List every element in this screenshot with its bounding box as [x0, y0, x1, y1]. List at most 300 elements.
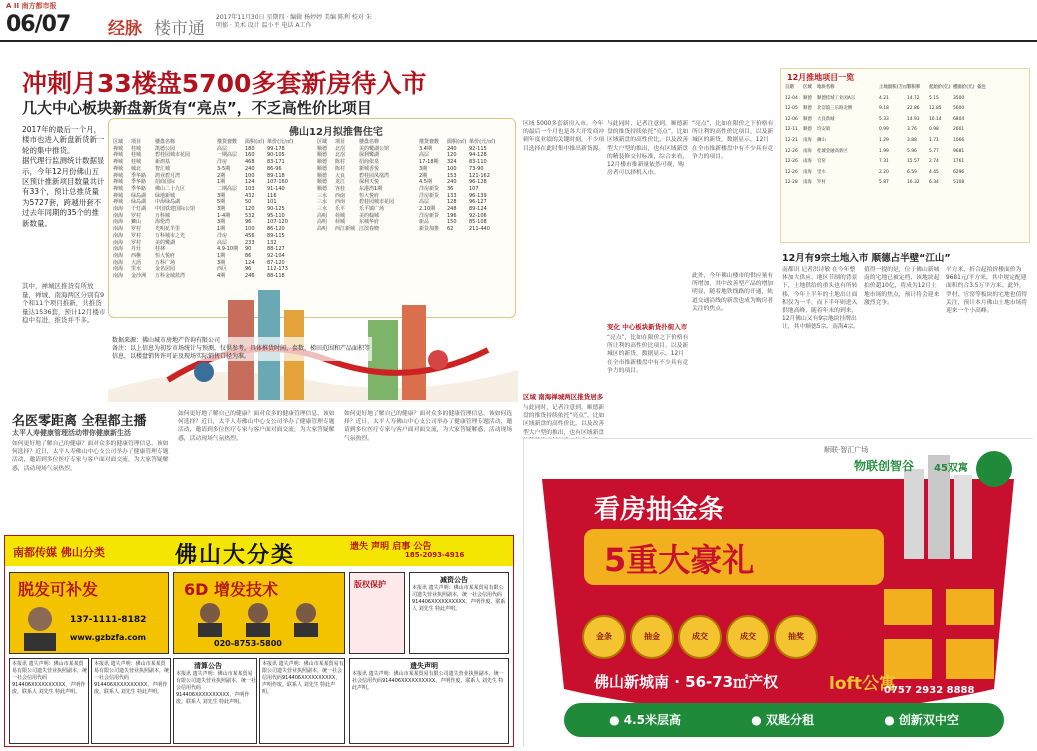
table-cell: 一期高层	[217, 152, 238, 159]
table-cell: 133	[447, 192, 457, 199]
classified-notice: 遗失 声明 启事 公告	[350, 542, 432, 552]
table-cell: 86-120	[267, 226, 285, 233]
table-cell: 153	[447, 172, 457, 179]
land-cell: 顺德桂城工业园A宗	[817, 95, 856, 101]
table-column	[317, 139, 335, 233]
land-cell: 9681	[953, 148, 965, 154]
table-title: 佛山12月拟推售住宅	[289, 127, 383, 138]
table-cell: 绿地新城	[155, 192, 176, 199]
table-cell: 240	[447, 179, 457, 186]
land-table-column	[977, 83, 1029, 94]
table-cell: 468	[245, 159, 255, 166]
classified-header	[5, 536, 513, 566]
table-cell: 碧桂园城市花园	[155, 152, 191, 159]
table-cell: 高明	[317, 226, 328, 233]
land-cell: 罗村	[817, 180, 826, 186]
ad-6d[interactable]	[173, 572, 345, 654]
table-cell: 里水	[131, 266, 142, 273]
table-header-cell: 区域	[113, 139, 124, 145]
table-cell: 196	[447, 212, 457, 219]
land-header-cell: 地块名称	[817, 85, 835, 90]
table-cell: 禅城	[113, 185, 124, 192]
table-column	[419, 139, 447, 233]
land-cell: 顺德	[803, 95, 812, 101]
table-cell: 92-104	[267, 252, 285, 259]
ad-project-tag: loft公寓	[829, 674, 897, 694]
header-meta: 2017年11月30日 星期四 · 编辑 杨婷婷 美编 陈利 校对 朱明郁 · 美术 设计 温小平 电话 A工作	[216, 14, 372, 29]
person-photo-icon	[16, 601, 64, 651]
table-cell: 佛山二十九区	[155, 185, 186, 192]
land-cell: 0.98	[929, 127, 939, 133]
coin-label: 成交	[740, 632, 756, 641]
ad-features	[574, 711, 994, 728]
table-cell: 美的鹭湖	[155, 239, 176, 246]
ad-text-3[interactable]	[259, 658, 345, 744]
racing-illustration	[108, 320, 518, 402]
land-cell: 14.72	[907, 95, 920, 101]
building-shape	[402, 305, 426, 400]
table-cell: 4.9-10期	[217, 246, 239, 253]
table-cell: 金沙洲	[131, 273, 147, 280]
table-cell: 禅城	[113, 152, 124, 159]
table-cell: 三水	[317, 199, 328, 206]
ad-copyright[interactable]	[349, 572, 405, 654]
table-cell: 88-118	[267, 273, 285, 280]
table-cell: 季华路	[131, 179, 147, 186]
table-cell: 洋房新货	[419, 192, 440, 199]
table-cell: 86	[245, 252, 252, 259]
table-cell: 桂城	[131, 159, 142, 166]
coin-label: 成交	[692, 632, 708, 641]
health-article-subtitle: 太平人寿健康管理活动带你健康新生活	[12, 429, 131, 437]
land-cell: 12.85	[929, 106, 942, 112]
table-cell: 92-106	[469, 212, 487, 219]
ad-hair[interactable]	[9, 572, 169, 654]
table-cell: 96-128	[469, 179, 487, 186]
land-article-headline: 12月有9宗土地入市 顺德占半壁“江山”	[782, 253, 951, 264]
table-cell: 南海	[113, 206, 124, 213]
ad-clearing-body: 本报讯 遗失声明：佛山市某某贸易有限公司遗失营业执照副本，统一社会信用代码914406XXXXXXXXXX，声明作废。联系人 刘先生 特此声明。	[176, 671, 257, 705]
table-cell: 101	[267, 199, 277, 206]
table-cell: 2期	[217, 172, 226, 179]
table-cell: 1期	[217, 226, 226, 233]
land-cell: 顺德	[803, 127, 812, 133]
table-cell: 107	[469, 185, 479, 192]
ad-brand: 物联创智谷	[854, 459, 915, 473]
headline: 冲刺月33楼盘5700多套新房待入市	[22, 69, 427, 98]
table-cell: 3期	[217, 206, 226, 213]
table-cell: 顺德	[317, 145, 328, 152]
table-cell: 150	[447, 219, 457, 226]
ad-address: 顺联·智汇广场	[824, 446, 869, 454]
table-cell: 90-125	[267, 206, 285, 213]
table-cell: 万科城市之光	[155, 232, 186, 239]
table-cell: 248	[447, 206, 457, 213]
table-cell: 绿岛湖	[131, 199, 147, 206]
ad-hair-phone: 137-1111-8182	[70, 615, 147, 625]
table-cell: 1期	[217, 179, 226, 186]
table-cell: 246	[245, 273, 255, 280]
table-column	[245, 139, 267, 280]
table-cell: 62	[447, 226, 454, 233]
building-icon	[904, 469, 924, 559]
land-header-cell: 备注	[977, 85, 986, 90]
land-cell: 狮山	[817, 137, 826, 143]
table-column	[469, 139, 513, 233]
ad-project: 佛山新城南 · 56-73㎡产权	[594, 673, 779, 691]
land-cell: 12-04	[785, 95, 798, 101]
table-cell: 招商依泉	[359, 159, 380, 166]
table-cell: 顺德	[317, 185, 328, 192]
classified-ads	[4, 535, 514, 747]
table-column	[113, 139, 131, 280]
table-cell: 智汇城	[155, 165, 171, 172]
brand-icon	[976, 451, 1012, 487]
section-subtitle: 楼市通	[154, 19, 205, 39]
table-cell: 保利鹭湖	[359, 152, 380, 159]
table-cell: 96-139	[469, 192, 487, 199]
land-cell: 5.96	[907, 148, 917, 154]
table-cell: 顺德	[317, 165, 328, 172]
table-cell: 120	[447, 152, 457, 159]
ad-reduce-text: 本报讯 遗失声明：佛山市某某贸易有限公司遗失营业执照副本，统一社会信用代码914406XXXXXXXXXX，声明作废。联系人 刘先生 特此声明。	[412, 585, 506, 612]
table-cell: 碧桂园凤凰湾	[359, 172, 390, 179]
land-cell: 12-05	[785, 106, 798, 112]
table-cell: 罗村	[131, 232, 142, 239]
land-cell: 12-06	[785, 116, 798, 122]
land-cell: 16.32	[907, 180, 920, 186]
table-cell: 万科城	[155, 212, 171, 219]
table-cell: 94-128	[469, 152, 487, 159]
table-cell: 高层	[419, 152, 430, 159]
table-header-cell: 单价(元/㎡)	[469, 139, 496, 145]
land-header-cell: 容积率	[907, 85, 921, 90]
table-cell: 东港湾1期	[359, 185, 383, 192]
table-cell: 光明花半里	[155, 226, 181, 233]
ad-text-2[interactable]	[91, 658, 171, 744]
table-cell: 89-124	[469, 206, 487, 213]
table-cell: 324	[447, 159, 457, 166]
land-cell: 官窑	[817, 159, 826, 165]
land-cell: 15.57	[907, 159, 920, 165]
coin-label: 抽金	[644, 632, 660, 641]
land-cell: 1066	[953, 137, 965, 143]
land-cell: 4.45	[929, 169, 939, 175]
land-cell: 南海	[803, 180, 812, 186]
table-cell: 保利天悦	[359, 179, 380, 186]
table-cell: 4期	[217, 273, 226, 280]
table-cell: 85-108	[469, 219, 487, 226]
table-cell: 456	[245, 232, 255, 239]
table-cell: 二期高层	[217, 185, 238, 192]
table-cell: 新货加推	[419, 226, 440, 233]
table-cell: 西江新城	[335, 226, 356, 233]
table-cell: 禅城	[113, 179, 124, 186]
table-cell: 禅城	[113, 159, 124, 166]
table-cell: 罗村	[131, 226, 142, 233]
table-cell: 124	[245, 259, 255, 266]
runner-shape	[428, 350, 448, 370]
ad-text-1-body: 本报讯 遗失声明：佛山市某某贸易有限公司遗失营业执照副本，统一社会信用代码914406XXXXXXXXXX，声明作废。联系人 刘先生 特此声明。	[12, 661, 88, 695]
table-cell: 3期	[217, 259, 226, 266]
table-cell: 洋房新货	[419, 185, 440, 192]
ad-text-1[interactable]	[9, 658, 89, 744]
land-cell: 桂城金融高新区	[817, 148, 848, 154]
table-cell: 绿岛湖	[131, 192, 147, 199]
table-cell: 丹灶	[131, 246, 142, 253]
land-cell: 1.99	[879, 148, 889, 154]
land-header-cell: 楼面价(元)	[953, 85, 975, 90]
table-column	[447, 139, 469, 233]
table-cell: 532	[245, 212, 255, 219]
table-source-note: 数据来源：佛山城市房地产咨询有限公司 备注：以上信息为初步市场统计与预测，仅供参考，具体推货时间、套数、梯田范围和产品面积等信息，以楼盘销售许可证及现场实际销售口径为准。	[112, 337, 371, 360]
land-cell: 顺德	[803, 106, 812, 112]
table-cell: 高明	[317, 212, 328, 219]
table-column	[359, 139, 419, 233]
table-cell: 招商国际	[155, 179, 176, 186]
table-cell: 禅城	[113, 145, 124, 152]
table-cell: 4.5期	[419, 179, 432, 186]
table-cell: 100	[245, 172, 255, 179]
table-header-cell: 面积(㎡)	[447, 139, 467, 145]
land-table-column	[803, 83, 817, 189]
section-head-change: 变化 中心板块新货扑街入市	[607, 323, 688, 331]
section-head-region: 区域 南海禅城两区推货居多	[523, 393, 604, 401]
table-cell: 凯德公园	[155, 145, 176, 152]
land-table-column	[879, 83, 910, 189]
table-header-cell: 推货套数	[217, 139, 238, 145]
table-header-cell: 单价(元/㎡)	[267, 139, 294, 145]
table-cell: 89-115	[267, 232, 285, 239]
table-cell: 2期	[419, 172, 428, 179]
table-cell: 17-18期	[419, 159, 439, 166]
land-cell: 5108	[953, 180, 965, 186]
table-cell: 2.10期	[419, 206, 436, 213]
table-cell: 中国铁建国际公馆	[155, 206, 196, 213]
land-cell: 顺德	[803, 116, 812, 122]
land-cell: 22.86	[907, 106, 920, 112]
building-shape	[368, 320, 398, 400]
table-header-cell: 区域	[317, 139, 328, 145]
land-cell: 里水	[817, 169, 826, 175]
coin-label: 金条	[596, 632, 612, 641]
table-cell: 50	[245, 199, 252, 206]
land-cell: 2601	[953, 127, 965, 133]
table-cell: 桂林	[155, 246, 166, 253]
ad-brand-badge: 45双寓	[934, 463, 968, 474]
table-cell: 城北	[131, 165, 142, 172]
land-cell: 10.14	[929, 116, 942, 122]
lead-paragraph: 2017年的最后一个月，楼市也进入新盘新货新一轮的集中推货。 据代理行监测统计数据显示，今年12月份佛山五区预计推新项目数量共计有33个，预计总推货量为5727套，跨越卅套不过去年同期的35个的推新数量。	[22, 125, 105, 228]
land-cell: 12-11	[785, 127, 798, 133]
table-cell: 99-178	[267, 145, 285, 152]
table-cell: 禅城	[113, 172, 124, 179]
land-supply-table	[780, 68, 1030, 243]
ad-artwork	[524, 439, 1034, 747]
table-cell: 120	[245, 206, 255, 213]
table-cell: 乐平	[335, 206, 346, 213]
table-cell: 180	[245, 145, 255, 152]
table-cell: 83-110	[469, 159, 487, 166]
table-cell: 东城华府	[359, 219, 380, 226]
land-table-column	[929, 83, 953, 189]
classified-phone: 185-2093-4916	[405, 551, 465, 559]
table-cell: 荷城	[335, 212, 346, 219]
table-cell: 北滘	[335, 152, 346, 159]
table-cell: 124	[245, 179, 255, 186]
land-cell: 7.31	[879, 159, 889, 165]
table-cell: 陈村	[335, 159, 346, 166]
table-cell: 桂城	[131, 152, 142, 159]
table-cell: 128	[447, 199, 457, 206]
people-photo-icon	[188, 599, 328, 637]
table-cell: 100	[447, 165, 457, 172]
land-cell: 6296	[953, 169, 965, 175]
table-cell: 1期	[217, 252, 226, 259]
ad-feature-item: ● 双匙分租	[751, 713, 814, 727]
table-cell: 南海	[113, 259, 124, 266]
land-table-column	[907, 83, 929, 189]
ad-lost[interactable]	[349, 658, 509, 744]
ad-hair-title: 脱发可补发	[18, 580, 99, 599]
land-cell: 12-26	[785, 148, 798, 154]
table-cell: 万科金域蓝湾	[155, 273, 186, 280]
land-article-col-2: 值得一提的是，位于佛山新城南的宅地已被定档，该地块起拍价超10亿，将成为12月土地市场的焦点，预计将会迎来激烈竞争。	[864, 267, 940, 306]
table-cell: 211-440	[469, 226, 490, 233]
table-cell: 容桂	[335, 185, 346, 192]
table-cell: 90-105	[267, 152, 285, 159]
ad-lost-title: 遗失声明	[410, 662, 438, 670]
table-cell: 233	[245, 239, 255, 246]
table-cell: 海伦湾	[155, 219, 171, 226]
land-cell: 12-26	[785, 169, 798, 175]
table-cell: 西南	[335, 192, 346, 199]
land-header-cell: 土地面积(万㎡)	[879, 85, 910, 90]
table-cell: 乐平镇广场	[359, 206, 385, 213]
table-cell: 恒大悦府	[155, 252, 176, 259]
land-cell: 3500	[953, 95, 965, 101]
paper-logo: A II 南方都市报	[6, 2, 57, 10]
land-cell: 4.21	[879, 95, 889, 101]
table-cell: 美的鹭湖公馆	[359, 145, 390, 152]
table-cell: 顺德	[317, 159, 328, 166]
table-cell: 南海	[113, 226, 124, 233]
table-cell: 西南	[335, 199, 346, 206]
land-cell: 12-26	[785, 159, 798, 165]
ad-clearing[interactable]	[173, 658, 257, 744]
classified-logo: 南都传媒 佛山分类	[13, 546, 105, 559]
land-table-column	[785, 83, 803, 189]
presale-table	[108, 118, 516, 318]
table-cell: 121-162	[469, 172, 490, 179]
table-cell: 顺德	[317, 179, 328, 186]
table-cell: 季华路	[131, 172, 147, 179]
table-cell: 恒大悦府	[359, 192, 380, 199]
table-cell: 240	[245, 165, 255, 172]
table-cell: 107-120	[267, 219, 288, 226]
land-cell: 南海	[803, 169, 812, 175]
table-header-cell: 项目	[335, 139, 346, 145]
ad-clearing-title: 清算公告	[194, 662, 222, 670]
table-cell: 91-140	[267, 185, 285, 192]
table-header-cell: 楼盘名称	[155, 139, 176, 145]
land-cell: 0.99	[879, 127, 889, 133]
table-cell: 荷城	[335, 219, 346, 226]
table-cell: 新品	[419, 219, 430, 226]
table-cell: 禅城	[113, 192, 124, 199]
table-cell: 洋房	[217, 159, 228, 166]
table-cell: 3-5期	[217, 165, 231, 172]
ad-hotline: 0757 2932 8888	[884, 685, 975, 696]
table-cell: 96	[245, 219, 252, 226]
table-cell: 顺德	[317, 172, 328, 179]
article-column-1b: 与此同时，记者注意到，顺德新盘的推货持续依托“亮点”，比如区域新盘的高性价比，以及改善型大户型的推出，也有区域新盘	[523, 405, 605, 436]
land-cell: 5.77	[929, 148, 939, 154]
table-cell: 西樵	[131, 252, 142, 259]
table-cell: 高层	[217, 239, 228, 246]
table-cell: 3.4期	[419, 145, 432, 152]
property-advertisement[interactable]	[523, 438, 1033, 746]
page-number: 06/07	[6, 12, 71, 37]
table-cell: 洋房	[217, 232, 228, 239]
table-cell: 万科广场	[155, 259, 176, 266]
table-cell: 南海	[113, 232, 124, 239]
land-cell: 3.76	[907, 127, 917, 133]
table-cell: 鸿业碧月湾	[155, 172, 181, 179]
article-column-1: 区域 5000多套新房入市。今年的最后一个月也是各大开发商冲刺年度业绩的关键时刻，不少项目选择在此时集中推出新货源。	[523, 121, 605, 152]
table-column	[131, 139, 155, 280]
table-cell: 碧桂园城市花园	[359, 199, 395, 206]
table-cell: 大良	[335, 172, 346, 179]
ad-subtitle: 5重大豪礼	[604, 541, 755, 579]
land-cell: 5600	[953, 106, 965, 112]
land-table-column	[953, 83, 977, 189]
table-cell: 87-120	[267, 259, 285, 266]
ad-reduce-title: 减资公告	[440, 576, 468, 584]
building-icon	[954, 475, 972, 559]
table-cell: 龙江	[335, 179, 346, 186]
table-header-cell: 项目	[131, 139, 142, 145]
table-cell: 北滘	[335, 145, 346, 152]
ad-title: 看房抽金条	[594, 495, 725, 525]
ad-6d-phone: 020-8753-5800	[214, 639, 282, 648]
land-cell: 6.34	[929, 180, 939, 186]
table-cell: 新城香悦	[359, 165, 380, 172]
table-cell: 88-127	[267, 246, 285, 253]
table-header-cell: 面积(㎡)	[245, 139, 265, 145]
table-cell: 5期	[217, 199, 226, 206]
table-cell: 103	[245, 185, 255, 192]
land-cell: 2.20	[879, 169, 889, 175]
table-cell: 禅城	[113, 165, 124, 172]
land-cell: 12-21	[785, 137, 798, 143]
land-cell: 大良新城	[817, 116, 835, 122]
table-cell: 南海	[113, 266, 124, 273]
table-cell: 86-96	[267, 165, 282, 172]
table-cell: 美的翰城	[359, 212, 380, 219]
table-cell: 罗村	[131, 239, 142, 246]
land-cell: 6.59	[907, 169, 917, 175]
land-cell: 1.29	[879, 137, 889, 143]
article-column-3: “亮点”，比如在限价之下价格有所让利的高性价比项目，以及新城区的新货，数据显示，12月在全市推新楼盘中有不少具有竞争力的项目。	[692, 121, 774, 160]
land-header-cell: 区域	[803, 85, 812, 90]
table-cell: 南海	[113, 273, 124, 280]
table-cell: 新鸿基	[155, 159, 171, 166]
table-column	[155, 139, 217, 280]
table-cell: 陈村	[335, 165, 346, 172]
table-cell: 大沥	[131, 259, 142, 266]
ad-reduce-capital[interactable]	[409, 572, 509, 654]
